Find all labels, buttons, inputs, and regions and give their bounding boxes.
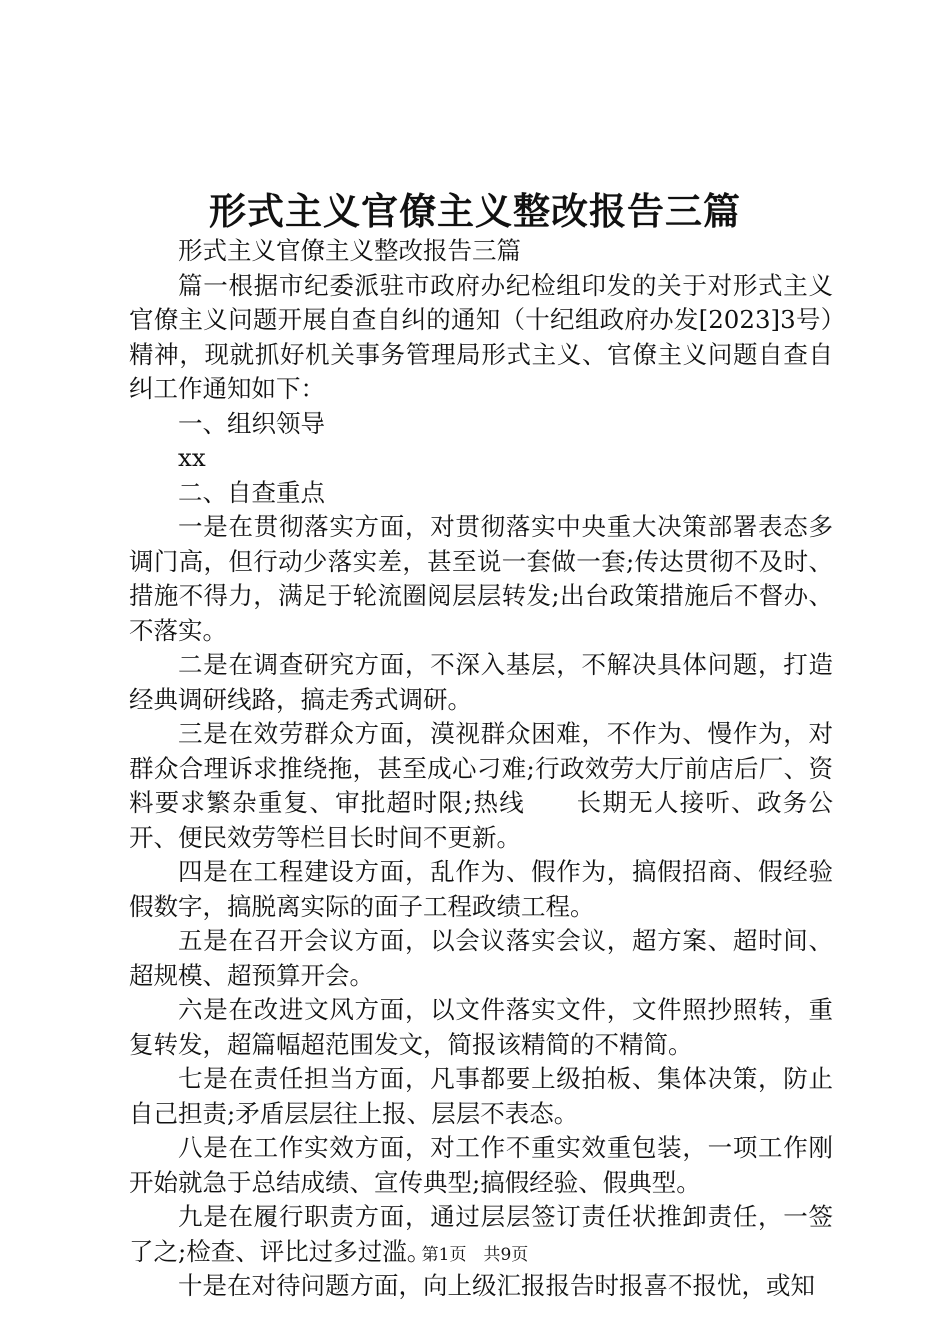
paragraph-point-1: 一是在贯彻落实方面，对贯彻落实中央重大决策部署表态多调门高，但行动少落实差，甚至说一套做一套;传达贯彻不及时、措施不得力，满足于轮流圈阅层层转发;出台政策措施后不督办、不落实。 — [129, 512, 833, 645]
paragraph-point-4: 四是在工程建设方面，乱作为、假作为，搞假招商、假经验假数字，搞脱离实际的面子工程政绩工程。 — [129, 857, 833, 921]
paragraph-intro: 篇一根据市纪委派驻市政府办纪检组印发的关于对形式主义官僚主义问题开展自查自纠的通知（十纪组政府办发[2023]3号）精神，现就抓好机关事务管理局形式主义、官僚主义问题自查自纠工作通知如下： — [129, 270, 833, 403]
paragraph-point-10: 十是在对待问题方面，向上级汇报报告时报喜不报忧，或知 — [178, 1271, 815, 1300]
paragraph-point-7: 七是在责任担当方面，凡事都要上级拍板、集体决策，防止自己担责;矛盾层层往上报、层层不表态。 — [129, 1064, 833, 1128]
section-heading-organization: 一、组织领导 — [178, 408, 325, 438]
paragraph-point-8: 八是在工作实效方面，对工作不重实效重包装，一项工作刚开始就急于总结成绩、宣传典型;搞假经验、假典型。 — [129, 1133, 833, 1197]
paragraph-point-2: 二是在调查研究方面，不深入基层，不解决具体问题，打造经典调研线路，搞走秀式调研。 — [129, 650, 833, 714]
paragraph-point-9: 九是在履行职责方面，通过层层签订责任状推卸责任，一签了之;检查、评比过多过滥。 — [129, 1202, 833, 1266]
paragraph-point-5: 五是在召开会议方面，以会议落实会议，超方案、超时间、超规模、超预算开会。 — [129, 926, 833, 990]
section-heading-key-points: 二、自查重点 — [178, 477, 325, 507]
document-body — [129, 234, 833, 1304]
paragraph-placeholder: xx — [178, 443, 206, 472]
paragraph-point-3: 三是在效劳群众方面，漠视群众困难，不作为、慢作为，对群众合理诉求推绕拖，甚至成心刁难;行政效劳大厅前店后厂、资料要求繁杂重复、审批超时限;热线 长期无人接听、政务公开、便民效劳等栏目长时间不更新。 — [129, 719, 833, 852]
page-number-footer: 第1页 共9页 — [421, 1245, 529, 1265]
document-title: 形式主义官僚主义整改报告三篇 — [209, 189, 741, 233]
paragraph-point-6: 六是在改进文风方面，以文件落实文件，文件照抄照转，重复转发，超篇幅超范围发文，简报该精简的不精简。 — [129, 995, 833, 1059]
paragraph-subtitle: 形式主义官僚主义整改报告三篇 — [178, 236, 521, 265]
